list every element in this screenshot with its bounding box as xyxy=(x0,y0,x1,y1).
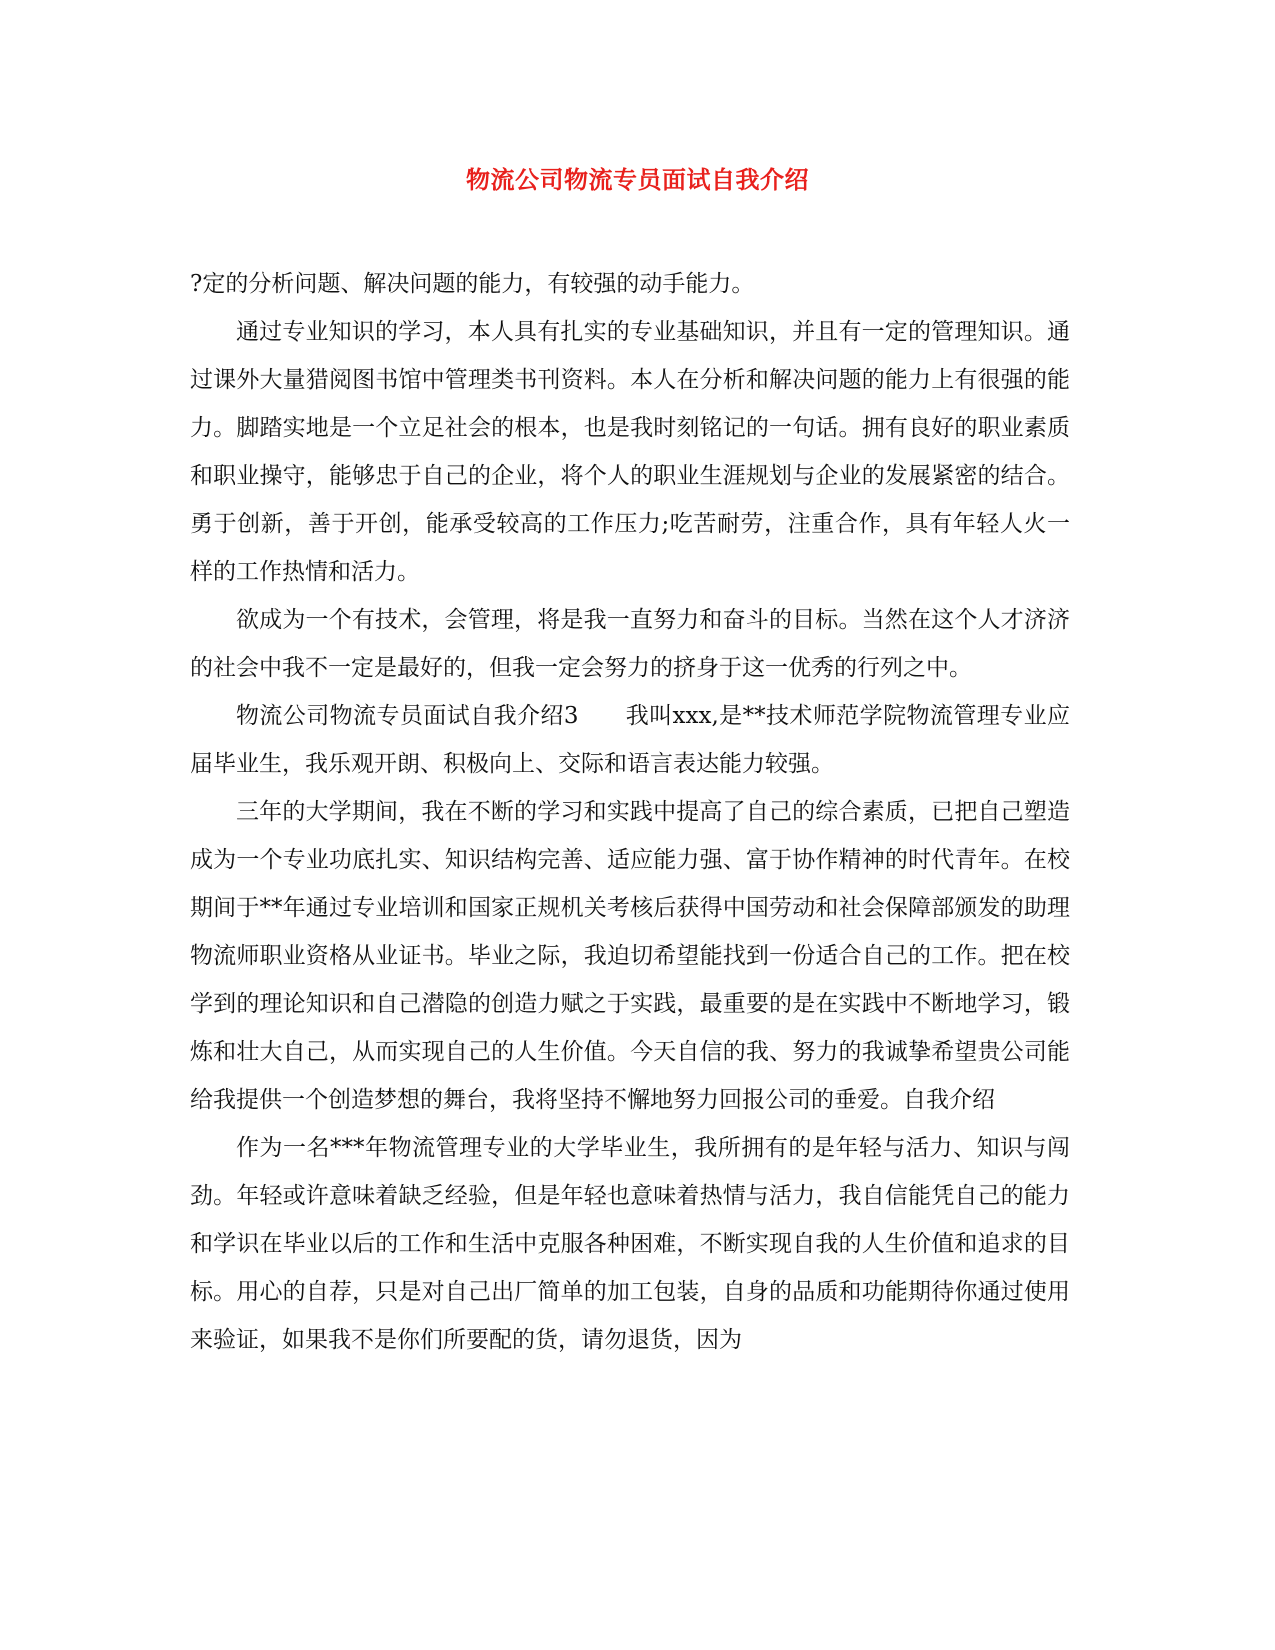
paragraph: 通过专业知识的学习，本人具有扎实的专业基础知识，并且有一定的管理知识。通过课外大量猎阅图书馆中管理类书刊资料。本人在分析和解决问题的能力上有很强的能力。脚踏实地是一个立足社会的根本，也是我时刻铭记的一句话。拥有良好的职业素质和职业操守，能够忠于自己的企业，将个人的职业生涯规划与企业的发展紧密的结合。勇于创新，善于开创，能承受较高的工作压力;吃苦耐劳，注重合作，具有年轻人火一样的工作热情和活力。 xyxy=(190,319,1070,585)
paragraph: 欲成为一个有技术，会管理，将是我一直努力和奋斗的目标。当然在这个人才济济的社会中我不一定是最好的，但我一定会努力的挤身于这一优秀的行列之中。 xyxy=(190,607,1070,681)
paragraph: 物流公司物流专员面试自我介绍3 我叫xxx,是**技术师范学院物流管理专业应届毕业生，我乐观开朗、积极向上、交际和语言表达能力较强。 xyxy=(190,703,1070,777)
paragraph: 作为一名***年物流管理专业的大学毕业生，我所拥有的是年轻与活力、知识与闯劲。年轻或许意味着缺乏经验，但是年轻也意味着热情与活力，我自信能凭自己的能力和学识在毕业以后的工作和生活中克服各种困难，不断实现自我的人生价值和追求的目标。用心的自荐，只是对自己出厂简单的加工包装，自身的品质和功能期待你通过使用来验证，如果我不是你们所要配的货，请勿退货，因为 xyxy=(190,1135,1070,1353)
paragraph: ?定的分析问题、解决问题的能力，有较强的动手能力。 xyxy=(190,271,755,297)
paragraph: 三年的大学期间，我在不断的学习和实践中提高了自己的综合素质，已把自己塑造成为一个专业功底扎实、知识结构完善、适应能力强、富于协作精神的时代青年。在校期间于**年通过专业培训和国家正规机关考核后获得中国劳动和社会保障部颁发的助理物流师职业资格从业证书。毕业之际，我迫切希望能找到一份适合自己的工作。把在校学到的理论知识和自己潜隐的创造力赋之于实践，最重要的是在实践中不断地学习，锻炼和壮大自己，从而实现自己的人生价值。今天自信的我、努力的我诚挚希望贵公司能给我提供一个创造梦想的舞台，我将坚持不懈地努力回报公司的垂爱。自我介绍 xyxy=(190,799,1070,1113)
document-title: 物流公司物流专员面试自我介绍 xyxy=(466,166,809,194)
document-body xyxy=(190,260,1070,1364)
